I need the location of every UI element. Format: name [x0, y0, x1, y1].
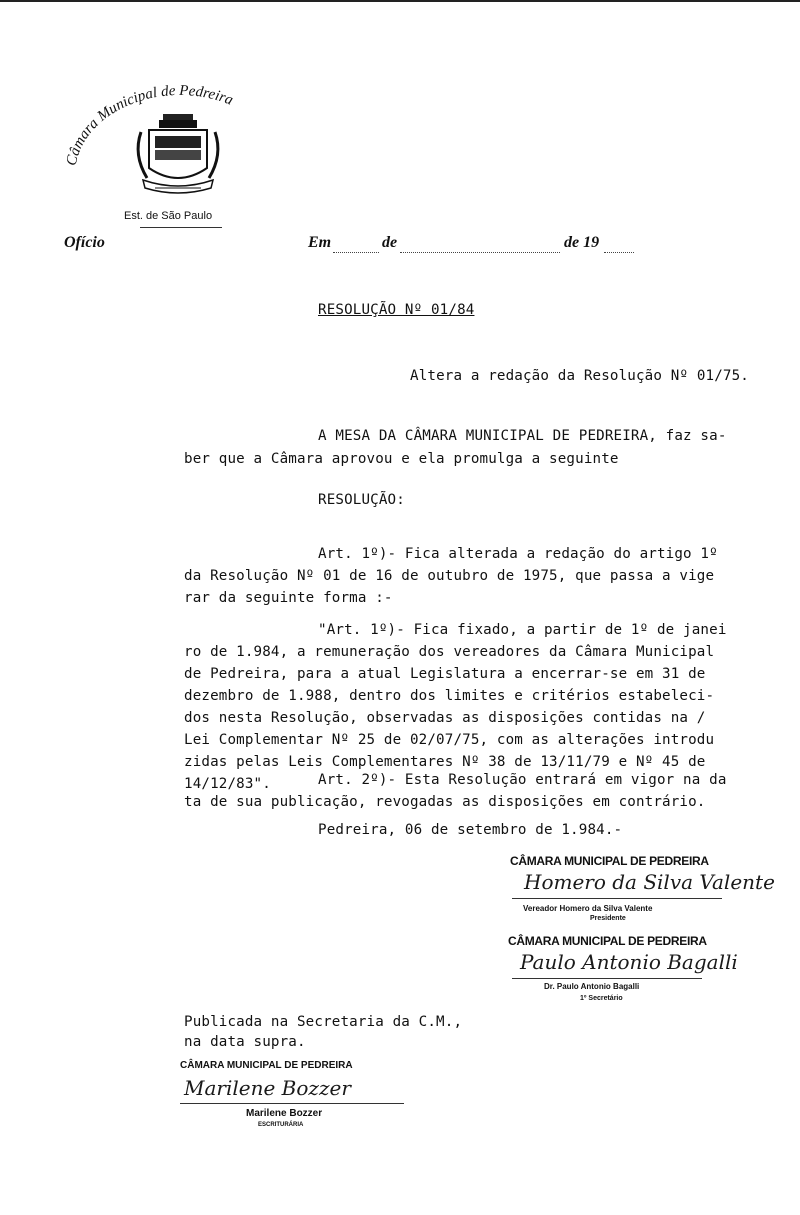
art2-line-2: ta de sua publicação, revogadas as disposições em contrário.	[184, 794, 706, 810]
top-border	[0, 0, 800, 2]
stamp1-signature: Homero da Silva Valente	[524, 870, 775, 894]
seal-arc-text: Câmara Municipal de Pedreira	[63, 82, 236, 168]
stamp2-role: 1º Secretário	[580, 995, 623, 1002]
de19-label: de 19	[564, 234, 600, 251]
intro-line-1: A MESA DA CÂMARA MUNICIPAL DE PEDREIRA, faz sa-	[318, 428, 727, 444]
quoted-line-6: Lei Complementar Nº 25 de 02/07/75, com as alterações introdu	[184, 732, 715, 748]
quoted-line-1: "Art. 1º)- Fica fixado, a partir de 1º de janei	[318, 622, 727, 638]
stamp1-institution: CÂMARA MUNICIPAL DE PEDREIRA	[510, 854, 709, 868]
stamp3-signature: Marilene Bozzer	[184, 1076, 351, 1100]
resolution-title: RESOLUÇÃO Nº 01/84	[318, 302, 475, 318]
stamp2-signature-line	[512, 978, 702, 979]
stamp3-role: ESCRITURÁRIA	[258, 1122, 304, 1128]
municipal-seal	[55, 80, 305, 230]
resolution-summary: Altera a redação da Resolução Nº 01/75.	[410, 368, 749, 384]
publication-line-1: Publicada na Secretaria da C.M.,	[184, 1014, 463, 1030]
em-dotted-line	[333, 240, 379, 253]
date-line: Pedreira, 06 de setembro de 1.984.-	[318, 822, 623, 838]
stamp3-institution: CÂMARA MUNICIPAL DE PEDREIRA	[180, 1060, 353, 1071]
quoted-line-5: dos nesta Resolução, observadas as disposições contidas na /	[184, 710, 706, 726]
de-dotted-line	[400, 240, 560, 253]
letterhead-seal	[55, 80, 305, 230]
stamp1-signature-line	[512, 898, 722, 899]
art1-line-3: rar da seguinte forma :-	[184, 590, 393, 606]
art1-line-2: da Resolução Nº 01 de 16 de outubro de 1975, que passa a vige	[184, 568, 715, 584]
resolucao-heading: RESOLUÇÃO:	[318, 492, 405, 508]
stamp2-name: Dr. Paulo Antonio Bagalli	[544, 982, 640, 991]
stamp3-signature-line	[180, 1103, 404, 1104]
stamp3-name: Marilene Bozzer	[246, 1108, 323, 1119]
quoted-line-2: ro de 1.984, a remuneração dos vereadores da Câmara Municipal	[184, 644, 715, 660]
state-label: Est. de São Paulo	[124, 210, 213, 222]
em-label: Em	[308, 234, 332, 251]
state-underline	[140, 227, 222, 228]
coat-of-arms-icon	[138, 114, 218, 193]
quoted-line-4: dezembro de 1.988, dentro dos limites e critérios estabeleci-	[184, 688, 715, 704]
intro-line-2: ber que a Câmara aprovou e ela promulga a seguinte	[184, 451, 619, 467]
stamp2-signature: Paulo Antonio Bagalli	[520, 950, 738, 974]
oficio-label: Ofício	[64, 234, 105, 251]
stamp1-name: Vereador Homero da Silva Valente	[523, 904, 653, 913]
art1-line-1: Art. 1º)- Fica alterada a redação do artigo 1º	[318, 546, 718, 562]
publication-line-2: na data supra.	[184, 1034, 306, 1050]
stamp1-role: Presidente	[590, 915, 626, 922]
art2-line-1: Art. 2º)- Esta Resolução entrará em vigor na da	[318, 772, 727, 788]
quoted-line-7: zidas pelas Leis Complementares Nº 38 de 13/11/79 e Nº 45 de	[184, 754, 706, 770]
stamp2-institution: CÂMARA MUNICIPAL DE PEDREIRA	[508, 934, 707, 948]
year-dotted-line	[604, 240, 634, 253]
de-label: de	[382, 234, 398, 251]
quoted-line-8: 14/12/83".	[184, 776, 271, 792]
quoted-line-3: de Pedreira, para a atual Legislatura a encerrar-se em 31 de	[184, 666, 706, 682]
